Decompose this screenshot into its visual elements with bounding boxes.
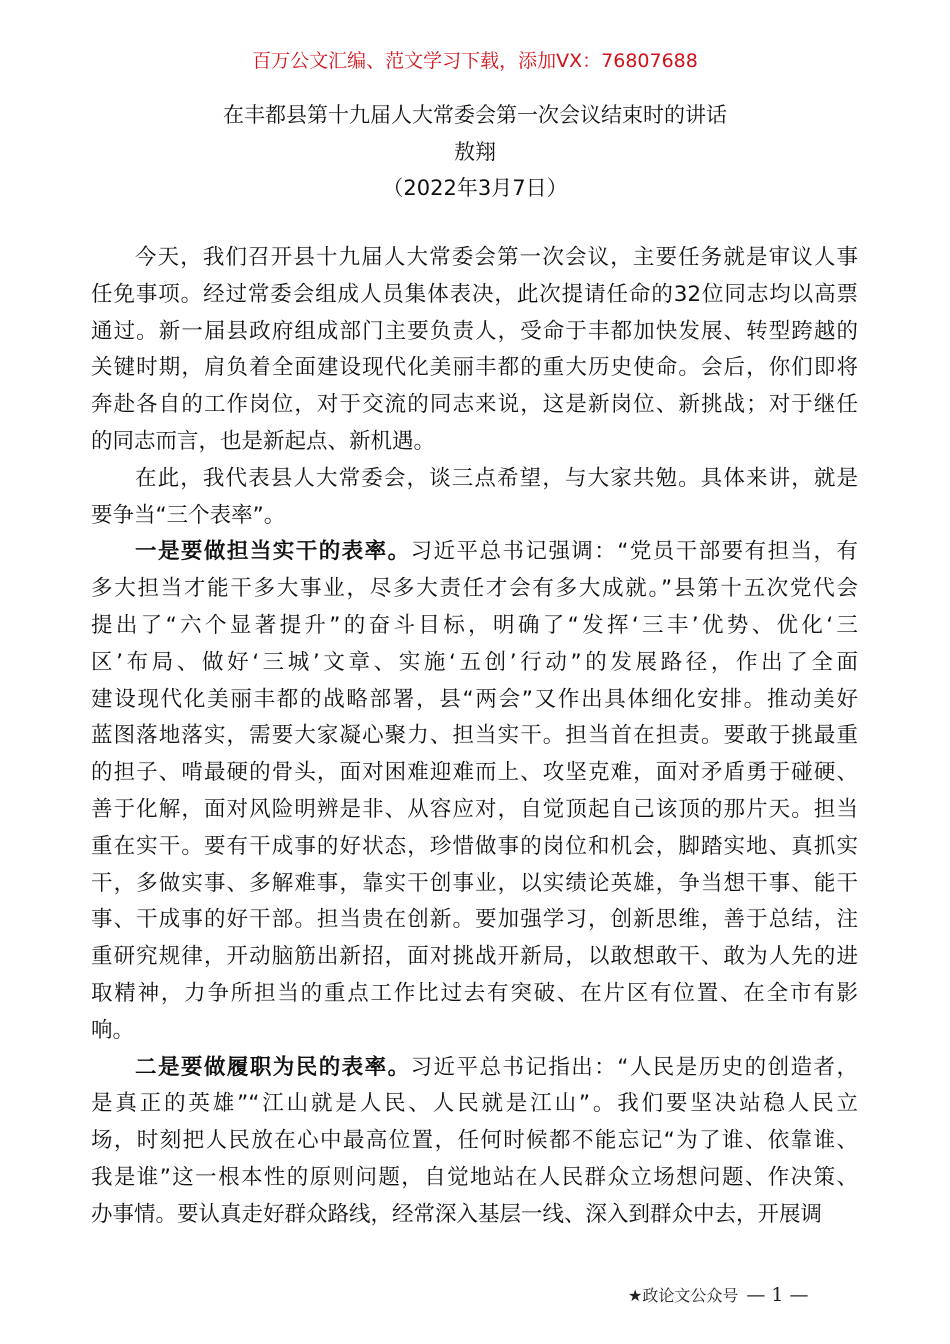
text-line — [91, 461, 858, 498]
text-line — [91, 866, 858, 903]
document-title: 在丰都县第十九届人大常委会第一次会议结束时的讲话 — [223, 103, 727, 127]
text-line — [91, 1050, 858, 1087]
document-body — [91, 240, 858, 1234]
line-text: 我是谁”这一根本性的原则问题，自觉地站在人民群众立场想问题、作决策、 — [91, 1164, 858, 1190]
text-line — [91, 240, 858, 277]
line-text: 蓝图落地落实，需要大家凝心聚力、担当实干。担当首在担责。要敢于挑最重 — [91, 723, 858, 749]
line-text: 的担子、啃最硬的骨头，面对困难迎难而上、攻坚克难，面对矛盾勇于碰硬、 — [91, 760, 858, 786]
line-text: 是真正的英雄”“江山就是人民、人民就是江山”。我们要坚决站稳人民立 — [91, 1091, 858, 1117]
page-number: — 1 — — [746, 1284, 809, 1306]
text-line — [91, 534, 858, 571]
line-text: 要争当“三个表率”。 — [91, 502, 286, 528]
line-text: 通过。新一届县政府组成部门主要负责人，受命于丰都加快发展、转型跨越的 — [91, 318, 858, 344]
text-line — [91, 718, 858, 755]
text-line — [91, 792, 858, 829]
line-text: 场，时刻把人民放在心中最高位置，任何时候都不能忘记“为了谁、依靠谁、 — [91, 1128, 858, 1154]
text-line — [91, 608, 858, 645]
paragraph — [91, 1050, 858, 1234]
line-text: 多大担当才能干多大事业，尽多大责任才会有多大成就。”县第十五次党代会 — [91, 576, 858, 602]
line-text: 办事情。要认真走好群众路线，经常深入基层一线、深入到群众中去，开展调 — [91, 1201, 823, 1227]
text-line — [91, 1160, 858, 1197]
text-line — [91, 387, 858, 424]
text-line — [91, 976, 858, 1013]
paragraph-heading: 一是要做担当实干的表率。 — [135, 539, 411, 565]
paragraph — [91, 240, 858, 461]
text-line — [91, 571, 858, 608]
text-line — [91, 314, 858, 351]
line-text: 习近平总书记指出：“人民是历史的创造者， — [410, 1054, 858, 1080]
line-text: 建设现代化美丽丰都的战略部署，县“两会”又作出具体细化安排。推动美好 — [91, 686, 858, 712]
text-line — [91, 424, 858, 461]
text-line — [91, 277, 858, 314]
line-text: 今天，我们召开县十九届人大常委会第一次会议，主要任务就是审议人事 — [135, 245, 858, 270]
text-line — [91, 902, 858, 939]
text-line — [91, 1086, 858, 1123]
paragraph-heading: 二是要做履职为民的表率。 — [135, 1054, 411, 1080]
download-banner: 百万公文汇编、范文学习下载，添加VX：76807688 — [252, 50, 698, 72]
line-text: 在此，我代表县人大常委会，谈三点希望，与大家共勉。具体来讲，就是 — [135, 465, 858, 491]
page-footer — [628, 1283, 809, 1306]
line-text: 习近平总书记强调：“党员干部要有担当，有 — [410, 539, 858, 565]
line-text: 奔赴各自的工作岗位，对于交流的同志来说，这是新岗位、新挑战；对于继任 — [91, 392, 858, 418]
line-text: 关键时期，肩负着全面建设现代化美丽丰都的重大历史使命。会后，你们即将 — [91, 355, 858, 381]
text-line — [91, 350, 858, 387]
text-line — [91, 1123, 858, 1160]
line-text: 提出了“六个显著提升”的奋斗目标，明确了“发挥‘三丰’优势、优化‘三 — [91, 612, 858, 638]
line-text: 干，多做实事、多解难事，靠实干创事业，以实绩论英雄，争当想干事、能干 — [91, 870, 858, 896]
text-line — [91, 755, 858, 792]
text-line — [91, 498, 858, 535]
text-line — [91, 1197, 858, 1234]
document-author: 敖翔 — [454, 140, 496, 164]
line-text: 区’布局、做好‘三城’文章、实施‘五创’行动”的发展路径，作出了全面 — [91, 649, 858, 675]
line-text: 的同志而言，也是新起点、新机遇。 — [91, 428, 436, 454]
paragraph — [91, 461, 858, 535]
paragraph — [91, 534, 858, 1049]
line-text: 任免事项。经过常委会组成人员集体表决，此次提请任命的32位同志均以高票 — [91, 281, 858, 307]
document-date: （2022年3月7日） — [382, 176, 568, 200]
text-line — [91, 645, 858, 682]
text-line — [91, 829, 858, 866]
line-text: 取精神，力争所担当的重点工作比过去有突破、在片区有位置、在全市有影 — [91, 980, 858, 1006]
line-text: 善于化解，面对风险明辨是非、从容应对，自觉顶起自己该顶的那片天。担当 — [91, 796, 858, 822]
line-text: 重研究规律，开动脑筋出新招，面对挑战开新局，以敢想敢干、敢为人先的进 — [91, 944, 858, 970]
text-line — [91, 1013, 858, 1050]
line-text: 响。 — [91, 1017, 135, 1043]
line-text: 事、干成事的好干部。担当贵在创新。要加强学习，创新思维，善于总结，注 — [91, 907, 858, 933]
text-line — [91, 939, 858, 976]
line-text: 重在实干。要有干成事的好状态，珍惜做事的岗位和机会，脚踏实地、真抓实 — [91, 833, 858, 859]
footer-source: ★政论文公众号 — [628, 1286, 739, 1305]
text-line — [91, 682, 858, 719]
